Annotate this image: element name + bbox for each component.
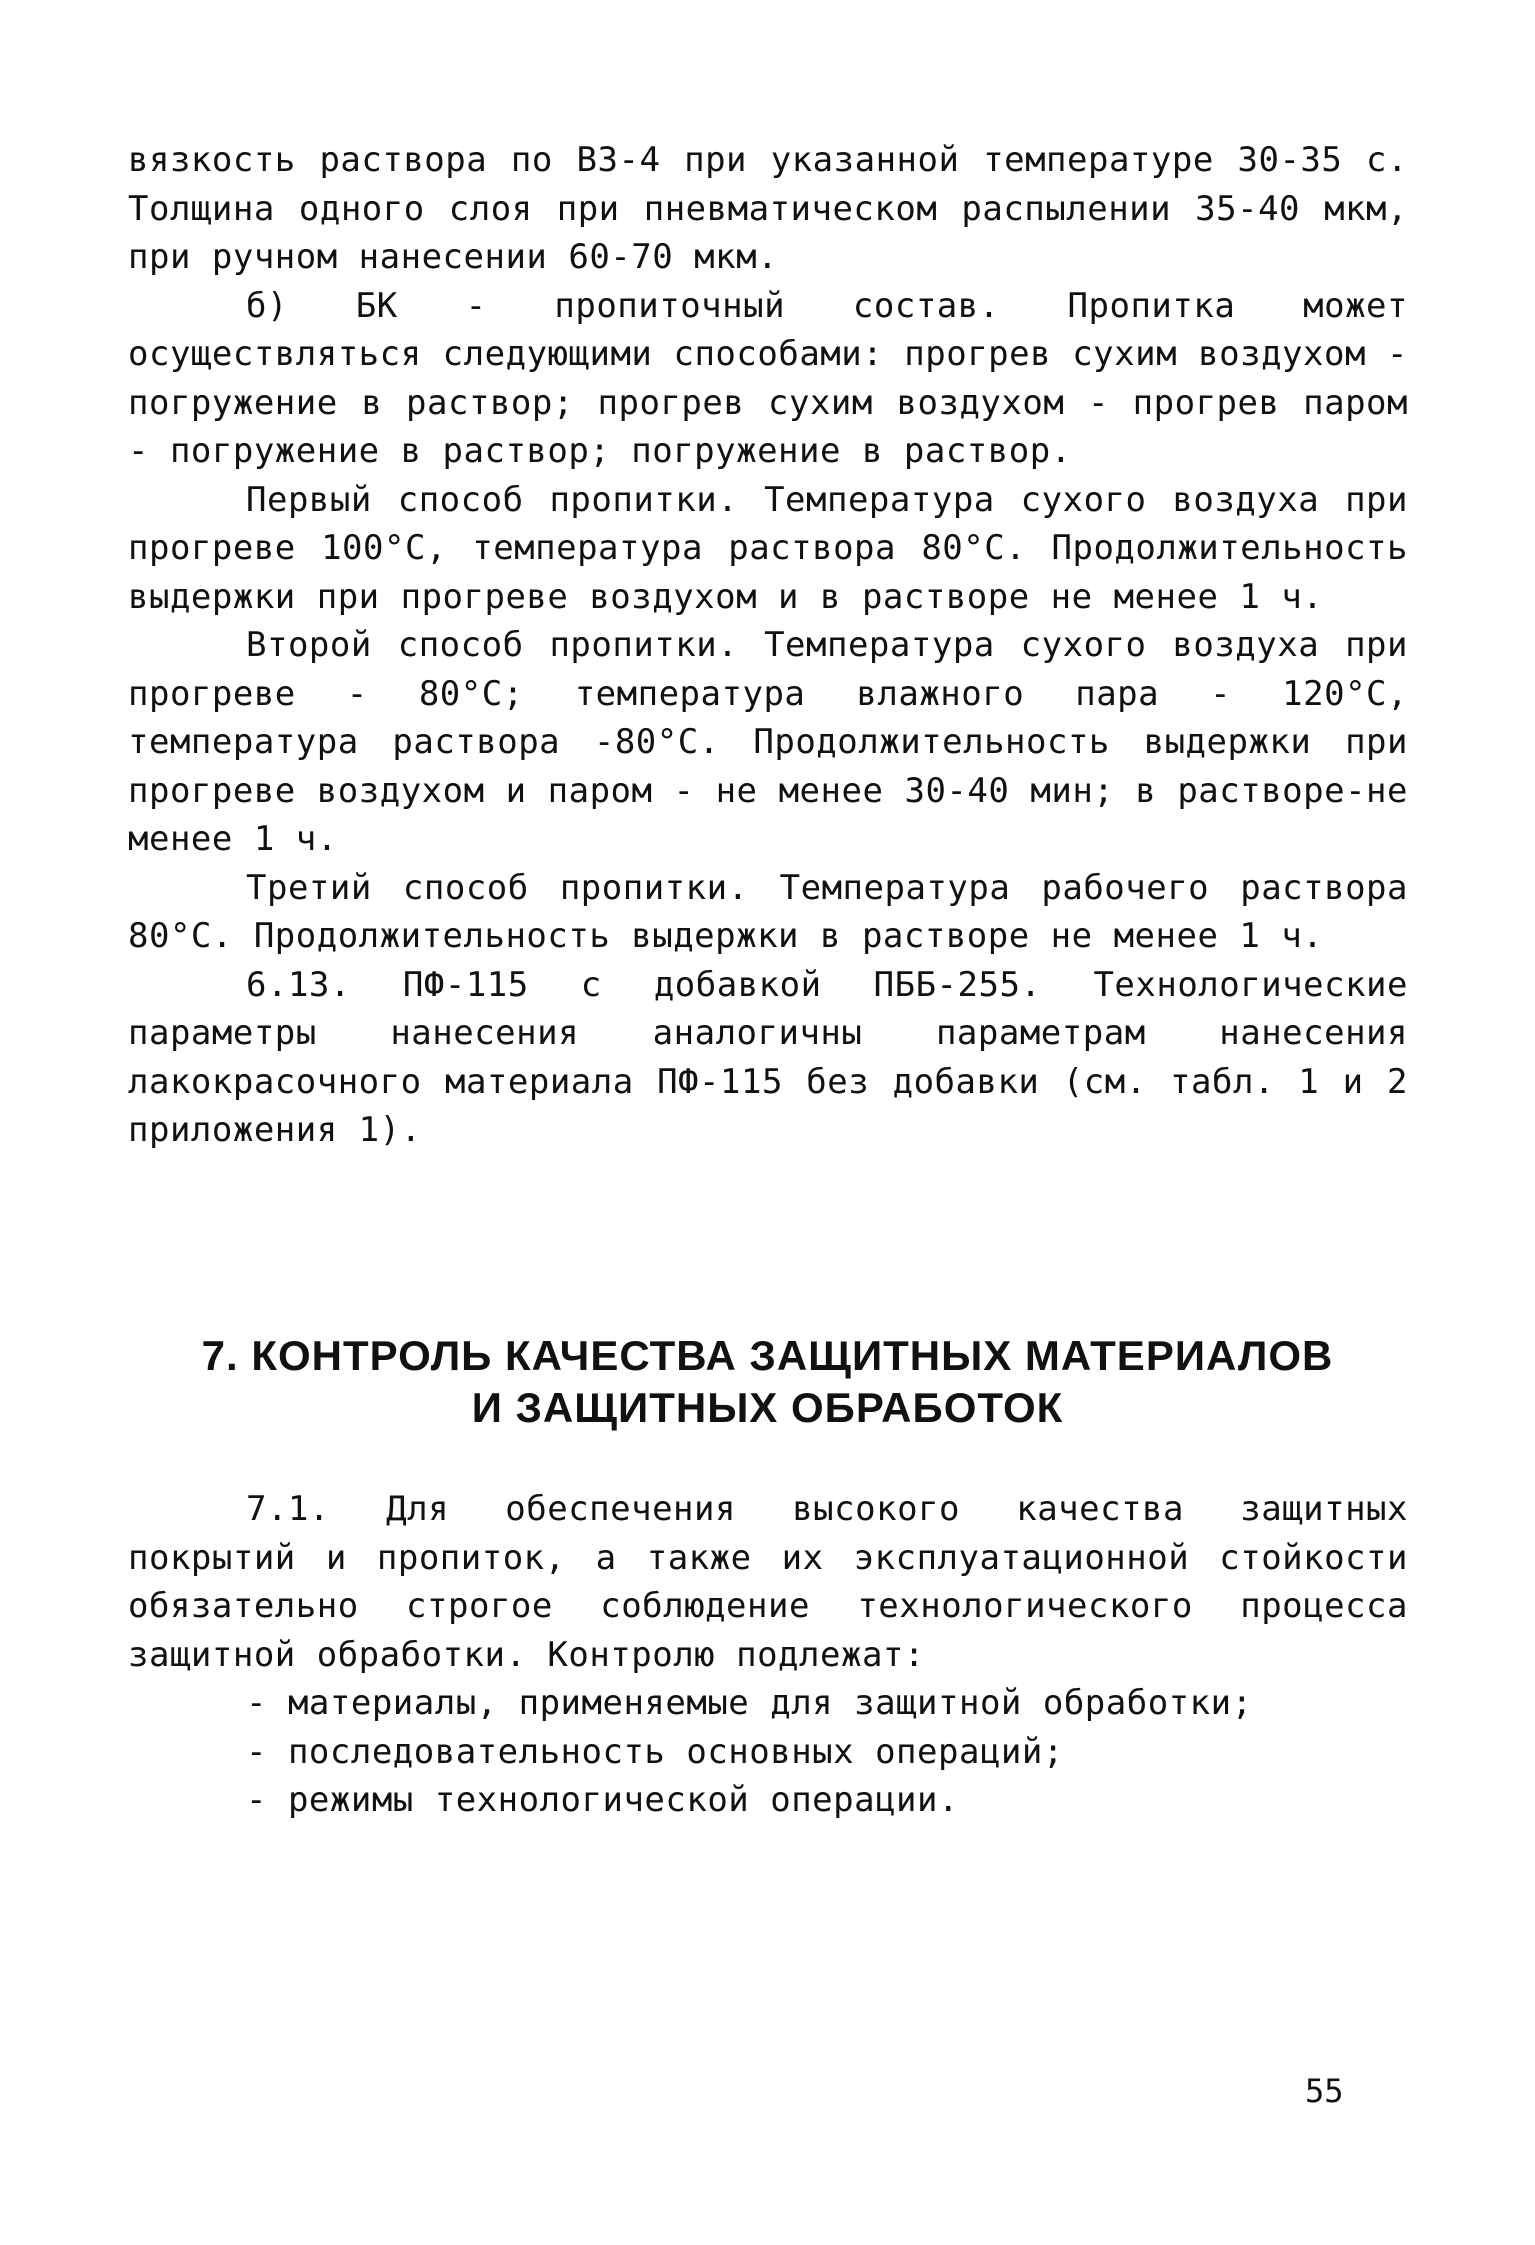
paragraph-bk-impregnation: б) БК - пропиточный состав. Пропитка может осуществляться следующими способами: прогрев сухим воздухом - погружение в раствор; прогрев сухим воздухом - прогрев паром - погружение в раствор; погружение в раствор. — [128, 285, 1408, 471]
paragraph-first-method: Первый способ пропитки. Температура сухого воздуха при прогреве 100°С, температура раствора 80°С. Продолжительность выдержки при прогреве воздухом и в растворе не менее 1 ч. — [128, 479, 1408, 617]
page-number: 55 — [1305, 2072, 1344, 2110]
paragraph-second-method: Второй способ пропитки. Температура сухого воздуха при прогреве - 80°С; температура влажного пара - 120°С, температура раствора -80°С. Продолжительность выдержки при прогреве воздухом и паром - не менее 30-40 мин; в растворе-не менее 1 ч. — [128, 625, 1408, 859]
list-item-modes: - режимы технологической операции. — [246, 1780, 959, 1820]
list-item-materials: - материалы, применяемые для защитной обработки; — [246, 1683, 1253, 1723]
paragraph-viscosity: вязкость раствора по ВЗ-4 при указанной температуре 30-35 с. Толщина одного слоя при пневматическом распылении 35-40 мкм, при ручном нанесении 60-70 мкм. — [128, 140, 1408, 277]
paragraph-7-1: 7.1. Для обеспечения высокого качества защитных покрытий и пропиток, а также их эксплуатационной стойкости обязательно строгое соблюдение технологического процесса защитной обработки. Контролю подлежат: — [128, 1489, 1408, 1675]
section-heading-line-2: И ЗАЩИТНЫХ ОБРАБОТОК — [471, 1384, 1064, 1431]
list-item-sequence: - последовательность основных операций; — [246, 1731, 1064, 1772]
text-block-section-7 — [128, 1485, 1408, 1825]
text-block-top — [128, 136, 1408, 1155]
paragraph-6-13: 6.13. ПФ-115 с добавкой ПББ-255. Технологические параметры нанесения аналогичны параметрам нанесения лакокрасочного материала ПФ-115 без добавки (см. табл. 1 и 2 приложения 1). — [128, 964, 1408, 1150]
paragraph-third-method: Третий способ пропитки. Температура рабочего раствора 80°С. Продолжительность выдержки в растворе не менее 1 ч. — [128, 867, 1408, 956]
section-heading-line-1: 7. КОНТРОЛЬ КАЧЕСТВА ЗАЩИТНЫХ МАТЕРИАЛОВ — [201, 1332, 1334, 1379]
section-heading — [100, 1330, 1435, 1434]
